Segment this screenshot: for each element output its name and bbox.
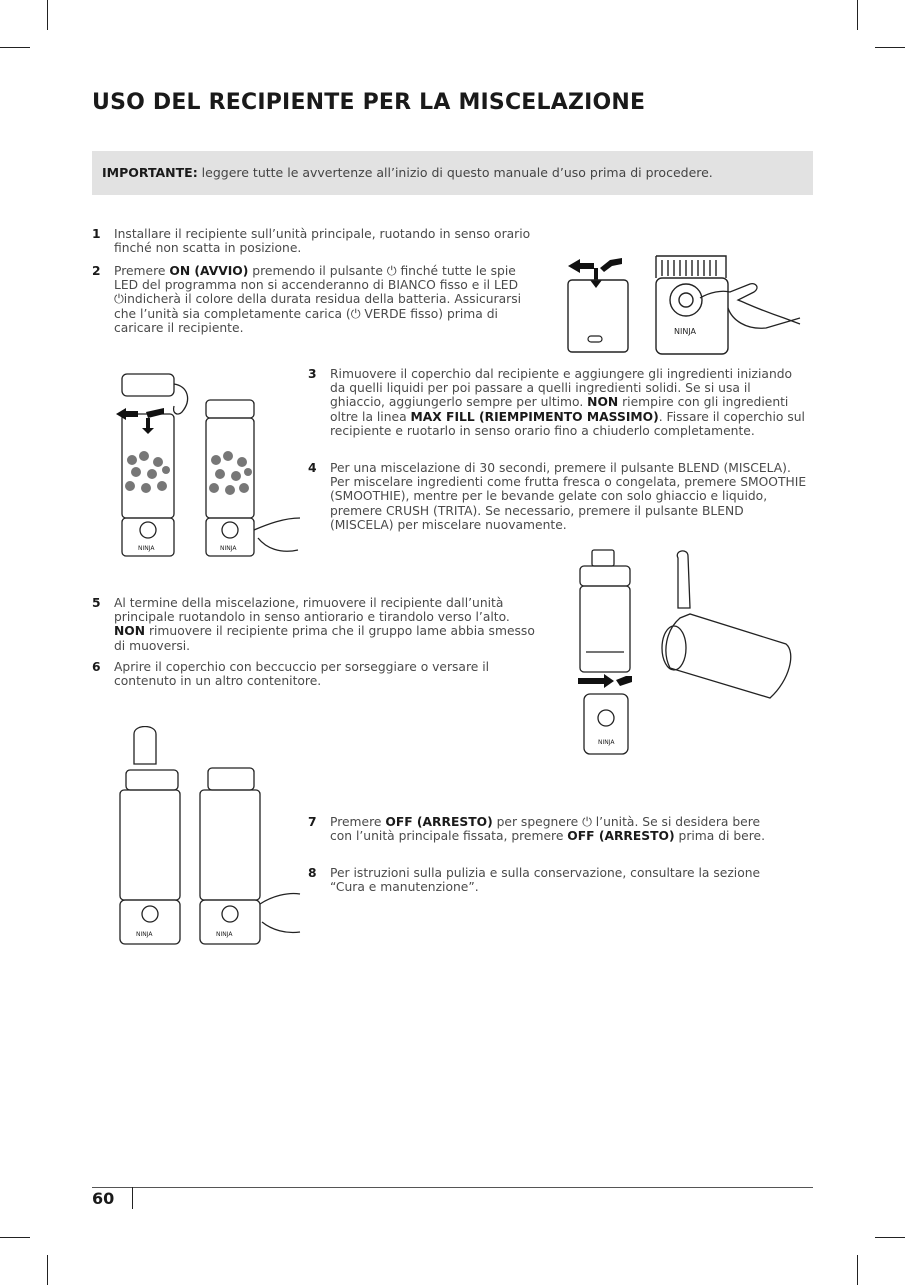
page-number: 60	[92, 1189, 115, 1208]
step-7: 7 Premere OFF (ARRESTO) per spegnere ⏻ l’unità. Se si desidera bere con l’unità principale fissata, premere OFF (ARRESTO) prima di bere.	[308, 815, 765, 844]
rotate-arrows-icon	[116, 408, 164, 434]
step-5: 5 Al termine della miscelazione, rimuovere il recipiente dall’unità principale ruotandolo in senso antiorario e tirandolo verso l’alto. NON rimuovere il recipiente prima che il gruppo lame abbia smesso di muoversi.	[92, 596, 535, 653]
important-label: IMPORTANTE:	[102, 165, 198, 180]
ninja-logo: NINJA	[674, 327, 697, 336]
footer-separator	[132, 1187, 133, 1209]
lid-handle	[174, 384, 188, 414]
crop-mark	[875, 1237, 905, 1238]
open-lid-jar	[662, 551, 791, 698]
svg-text:NINJA: NINJA	[220, 545, 237, 552]
step-3: 3 Rimuovere il coperchio dal recipiente e aggiungere gli ingredienti iniziando da quelli liquidi per poi passare a quelli ingredienti solidi. Se si usa il ghiaccio, aggiungerlo sempre per ultimo. NON riempire con gli ingredienti oltre la linea MAX FILL (RIEMPIMENTO MASSIMO). Fissare il coperchio sul recipiente e ruotarlo in senso orario fino a chiuderlo completamente.	[308, 367, 805, 438]
important-notice	[92, 151, 813, 195]
svg-text:NINJA: NINJA	[136, 931, 153, 938]
crop-mark	[857, 1255, 858, 1285]
step-8: 8 Per istruzioni sulla pulizia e sulla conservazione, consultare la sezione “Cura e manutenzione”.	[308, 866, 761, 895]
page-title: USO DEL RECIPIENTE PER LA MISCELAZIONE	[92, 90, 646, 115]
crop-mark	[47, 1255, 48, 1285]
crop-mark	[875, 47, 905, 48]
spout-lid	[134, 727, 156, 765]
rotate-arrows-icon	[568, 258, 622, 288]
crop-mark	[0, 47, 30, 48]
crop-mark	[0, 1237, 30, 1238]
important-text: leggere tutte le avvertenze all’inizio di questo manuale d’uso prima di procedere.	[197, 165, 713, 180]
step-1: 1 Installare il recipiente sull’unità principale, ruotando in senso orario finché non scatta in posizione.	[92, 227, 531, 256]
finger-icon	[260, 893, 300, 904]
step-2: 2 Premere ON (AVVIO) premendo il pulsante ⏻ finché tutte le spie LED del programma non si accenderanno di BIANCO fisso e il LED ⏻indicherà il colore della durata residua della batteria. Assicurarsi che l’unità sia completamente carica (⏻ VERDE fisso) prima di caricare il recipiente.	[92, 264, 522, 335]
finger-icon	[700, 284, 800, 324]
crop-mark	[47, 0, 48, 30]
footer-rule	[92, 1187, 813, 1188]
fruit-pattern	[125, 451, 252, 495]
figure-install-and-power-on	[560, 248, 810, 358]
charging-port	[588, 336, 602, 342]
step-4: 4 Per una miscelazione di 30 secondi, premere il pulsante BLEND (MISCELA). Per miscelare ingredienti come frutta fresca o congelata, premere SMOOTHIE (SMOOTHIE), mentre per le bevande gelate con solo ghiaccio e liquido, premere CRUSH (TRITA). Se necessario, premere il pulsante BLEND (MISCELA) per miscelare nuovamente.	[308, 461, 807, 532]
crop-mark	[857, 0, 858, 30]
figure-remove-and-open	[570, 548, 805, 758]
finger-icon	[254, 518, 300, 530]
figure-add-ingredients	[108, 370, 303, 560]
svg-text:NINJA: NINJA	[598, 739, 615, 746]
jar-lid	[122, 374, 174, 396]
svg-text:NINJA: NINJA	[138, 545, 155, 552]
svg-text:NINJA: NINJA	[216, 931, 233, 938]
step-6: 6 Aprire il coperchio con beccuccio per sorseggiare o versare il contenuto in un altro contenitore.	[92, 660, 490, 689]
base-unit	[568, 280, 628, 352]
rotate-arrows-icon	[578, 674, 632, 688]
base-with-jar	[656, 256, 728, 354]
figure-turn-off	[112, 726, 302, 948]
